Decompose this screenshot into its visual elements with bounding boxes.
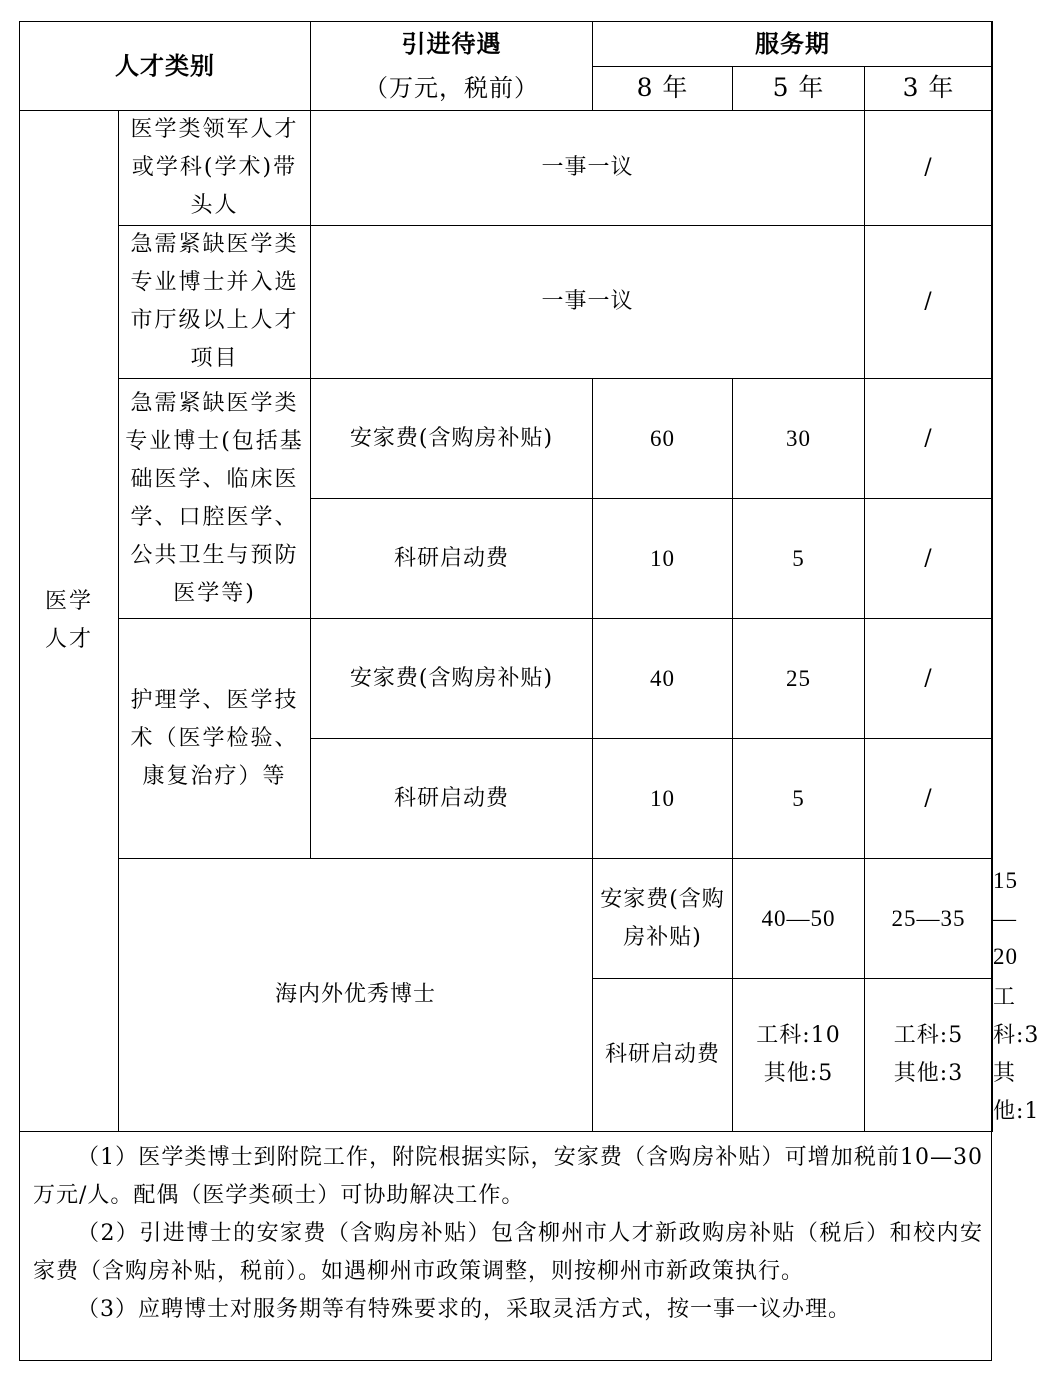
overseas-item2-y8-line2: 其他:5 [763, 1061, 834, 1086]
medical-row3-item2-label: 科研启动费 [311, 499, 593, 619]
overseas-item2-y3-line1: 工科:3 [993, 985, 1039, 1048]
medical-group-text: 医学人才 [44, 589, 93, 652]
overseas-item2-y5-line2: 其他:3 [893, 1061, 964, 1086]
medical-row3-item1-label: 安家费(含购房补贴) [311, 379, 593, 499]
medical-row3-item2-y8: 10 [593, 499, 733, 619]
medical-row2-value: 一事一议 [311, 226, 865, 379]
overseas-item1-y5: 25—35 [865, 859, 993, 979]
overseas-item2-label: 科研启动费 [593, 979, 733, 1132]
medical-row2-category: 急需紧缺医学类专业博士并入选市厅级以上人才项目 [119, 226, 311, 379]
overseas-item2-y8 [733, 979, 865, 1132]
medical-row3-category: 急需紧缺医学类专业博士(包括基础医学、临床医学、口腔医学、公共卫生与预防医学等) [119, 379, 311, 619]
note-2: （2）引进博士的安家费（含购房补贴）包含柳州市人才新政购房补贴（税后）和校内安家费（含购房补贴，税前）。如遇柳州市政策调整，则按柳州市新政策执行。 [33, 1221, 983, 1284]
overseas-item2-y3-line2: 其他:1 [993, 1061, 1039, 1124]
medical-row1-y3: / [865, 111, 993, 226]
medical-row3-item1-y5: 30 [733, 379, 865, 499]
header-service-period: 服务期 [593, 22, 993, 67]
note-3: （3）应聘博士对服务期等有特殊要求的，采取灵活方式，按一事一议办理。 [77, 1297, 851, 1322]
header-year-8: 8 年 [593, 66, 733, 111]
medical-row1-category: 医学类领军人才或学科(学术)带头人 [119, 111, 311, 226]
medical-row2-y3: / [865, 226, 993, 379]
medical-group-label [20, 111, 119, 1132]
header-treatment-line2: （万元，税前） [364, 74, 539, 102]
talent-treatment-table: 人才类别 引进待遇 （万元，税前） 服务期 8 年 5 年 3 年 医学人才 医学类领军人才或学科(学术)带头人 一事一议 / 急需紧缺医学类专业博士并入选市厅级以上人才项目 一事一议 / 急需紧缺医学类专业博士(包括基础医学、临床医学、口腔医学、公共卫生与预防医学等) 安家费(含购房补贴) 60 30 / 科研启动费 10 5 / 护理学、医学技术（医学检验、康复治疗）等 安家费(含购房补贴) 40 25 / 科研启动费 10 5 / 海内外优秀博士 安家费(含购房补贴) 40—50 25—35 15—20 科研启动费 工科:10 其他:5 工科:5 其他:3 工科:3 其他:1 [19, 21, 993, 1132]
medical-row3-item2-y3: / [865, 499, 993, 619]
overseas-item2-y8-line1: 工科:10 [756, 1023, 841, 1048]
notes-section [33, 1139, 983, 1329]
medical-row4-item2-label: 科研启动费 [311, 739, 593, 859]
medical-row1-value: 一事一议 [311, 111, 865, 226]
header-category: 人才类别 [20, 22, 311, 111]
medical-row4-item1-y3: / [865, 619, 993, 739]
medical-row4-item2-y5: 5 [733, 739, 865, 859]
medical-row3-item1-y3: / [865, 379, 993, 499]
medical-row4-item1-label: 安家费(含购房补贴) [311, 619, 593, 739]
overseas-item2-y5 [865, 979, 993, 1132]
medical-row4-category: 护理学、医学技术（医学检验、康复治疗）等 [119, 619, 311, 859]
overseas-item1-label: 安家费(含购房补贴) [593, 859, 733, 979]
medical-row4-item1-y5: 25 [733, 619, 865, 739]
header-treatment-line1: 引进待遇 [401, 30, 502, 58]
medical-row3-item1-y8: 60 [593, 379, 733, 499]
overseas-item2-y5-line1: 工科:5 [893, 1023, 964, 1048]
header-year-3: 3 年 [865, 66, 993, 111]
medical-row4-item1-y8: 40 [593, 619, 733, 739]
medical-row3-item2-y5: 5 [733, 499, 865, 619]
overseas-category: 海内外优秀博士 [119, 859, 593, 1132]
overseas-item1-y8: 40—50 [733, 859, 865, 979]
note-1: （1）医学类博士到附院工作，附院根据实际，安家费（含购房补贴）可增加税前10—30万元/人。配偶（医学类硕士）可协助解决工作。 [33, 1145, 983, 1208]
medical-row4-item2-y8: 10 [593, 739, 733, 859]
header-year-5: 5 年 [733, 66, 865, 111]
medical-row4-item2-y3: / [865, 739, 993, 859]
header-treatment [311, 22, 593, 111]
